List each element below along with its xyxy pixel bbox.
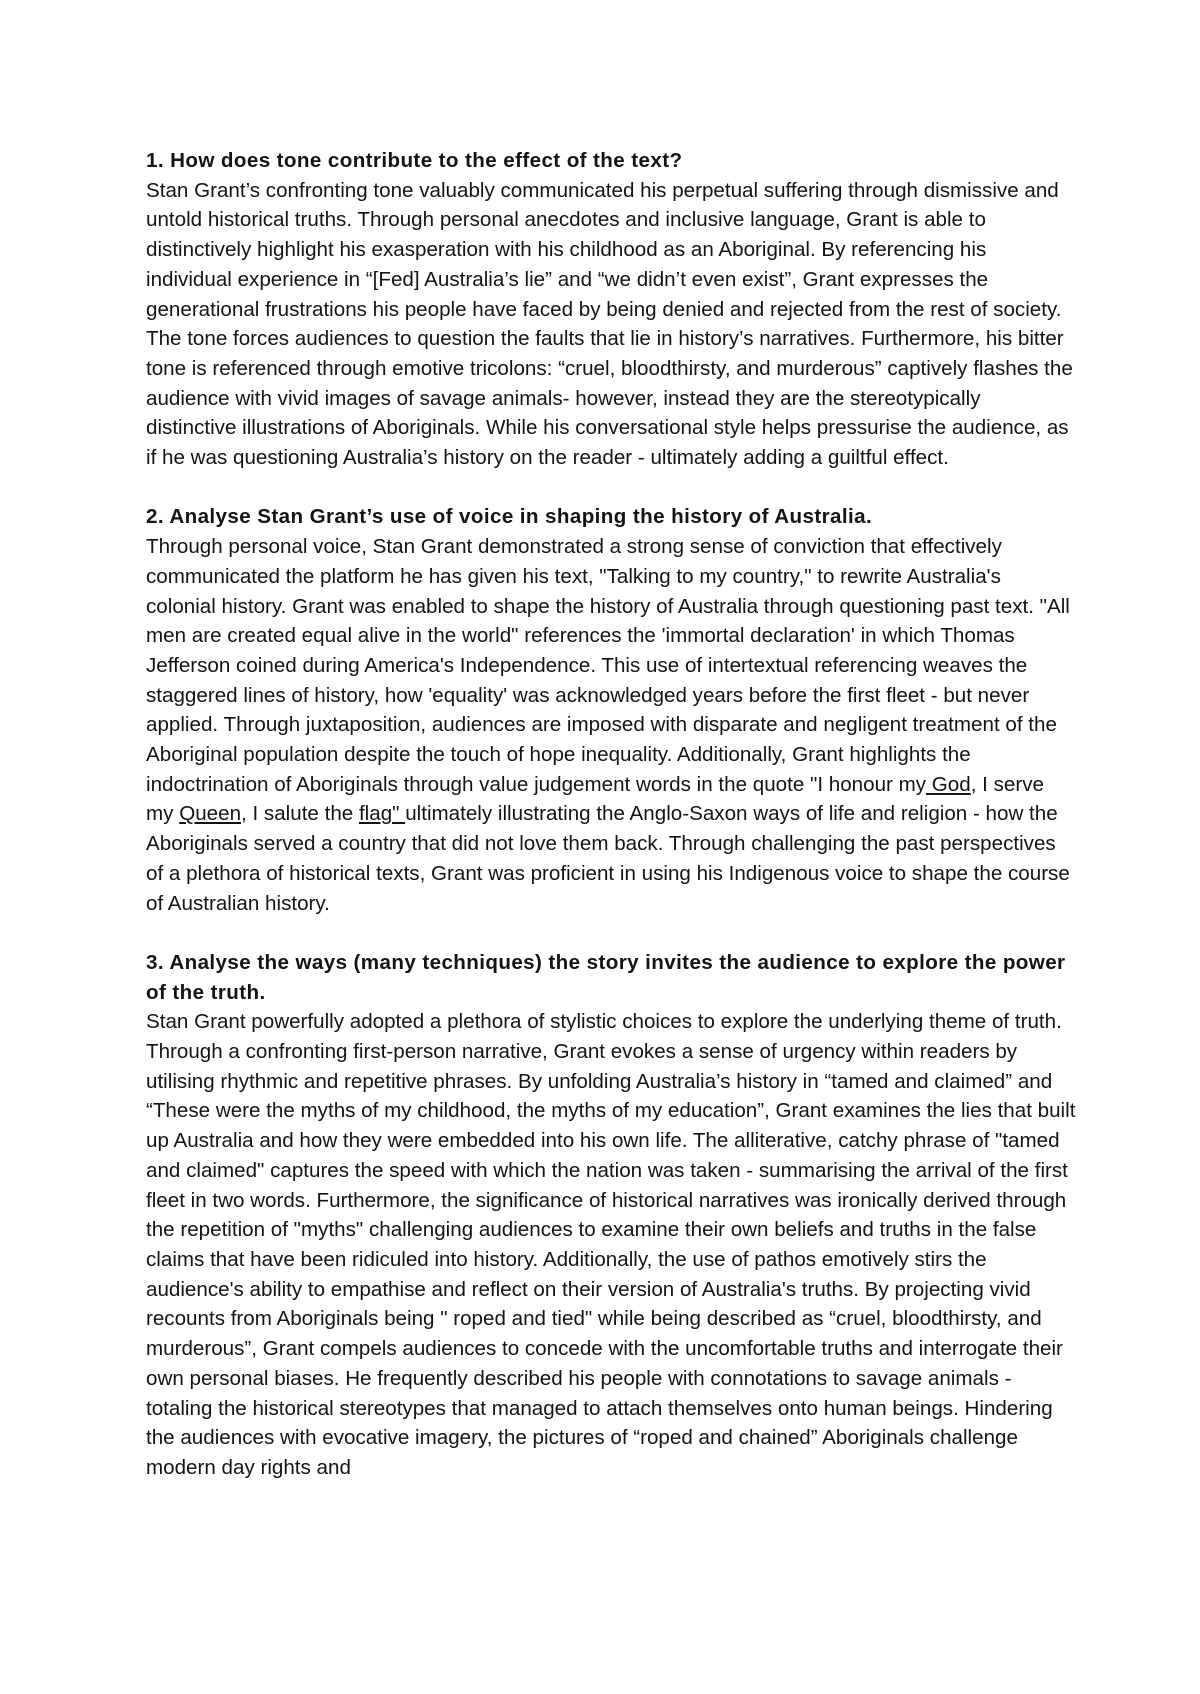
underlined-flag: flag" bbox=[358, 802, 406, 826]
question-2-heading: 2. Analyse Stan Grant’s use of voice in shaping the history of Australia. bbox=[146, 505, 873, 529]
section-1 bbox=[146, 146, 1076, 473]
answer-2-text-end: ultimately illustrating the Anglo-Saxon ways of life and religion - how the Aboriginals served a country that did not love them back. Through challenging the past perspectives of a plethora of historical texts, Grant was proficient in using his Indigenous voice to shape the course of Australian history. bbox=[146, 802, 1070, 915]
section-2 bbox=[146, 502, 1076, 918]
answer-1-paragraph: Stan Grant’s confronting tone valuably communicated his perpetual suffering through dismissive and untold historical truths. Through personal anecdotes and inclusive language, Grant is able to distinctively highlight his exasperation with his childhood as an Aboriginal. By referencing his individual experience in “[Fed] Australia’s lie” and “we didn’t even exist”, Grant expresses the generational frustrations his people have faced by being denied and rejected from the rest of society. The tone forces audiences to question the faults that lie in history’s narratives. Furthermore, his bitter tone is referenced through emotive tricolons: “cruel, bloodthirsty, and murderous” captively flashes the audience with vivid images of savage animals- however, instead they are the stereotypically distinctive illustrations of Aboriginals. While his conversational style helps pressurise the audience, as if he was questioning Australia’s history on the reader - ultimately adding a guiltful effect. bbox=[146, 178, 1073, 470]
answer-2-text-salute: , I salute the bbox=[241, 802, 359, 826]
underlined-queen: Queen bbox=[179, 802, 242, 826]
question-3-heading: 3. Analyse the ways (many techniques) the story invites the audience to explore the power of the truth. bbox=[146, 950, 1066, 1004]
answer-2-text-serve: , I serve my bbox=[146, 772, 1044, 826]
answer-3-paragraph: Stan Grant powerfully adopted a plethora of stylistic choices to explore the underlying theme of truth. Through a confronting first-person narrative, Grant evokes a sense of urgency within readers by utilising rhythmic and repetitive phrases. By unfolding Australia’s history in “tamed and claimed” and “These were the myths of my childhood, the myths of my education”, Grant examines the lies that built up Australia and how they were embedded into his own life. The alliterative, catchy phrase of "tamed and claimed" captures the speed with which the nation was taken - summarising the arrival of the first fleet in two words. Furthermore, the significance of historical narratives was ironically derived through the repetition of "myths" challenging audiences to examine their own beliefs and truths in the false claims that have been ridiculed into history. Additionally, the use of pathos emotively stirs the audience's ability to empathise and reflect on their version of Australia's truths. By projecting vivid recounts from Aboriginals being " roped and tied" while being described as “cruel, bloodthirsty, and murderous”, Grant compels audiences to concede with the uncomfortable truths and interrogate their own personal biases. He frequently described his people with connotations to savage animals - totaling the historical stereotypes that managed to attach themselves onto human beings. Hindering the audiences with evocative imagery, the pictures of “roped and chained” Aboriginals challenge modern day rights and bbox=[146, 1010, 1076, 1479]
section-3 bbox=[146, 948, 1076, 1483]
answer-2-text-start: Through personal voice, Stan Grant demonstrated a strong sense of conviction that effectively communicated the platform he has given his text, "Talking to my country," to rewrite Australia's colonial history. Grant was enabled to shape the history of Australia through questioning past text. "All men are created equal alive in the world" references the 'immortal declaration' in which Thomas Jefferson coined during America's Independence. This use of intertextual referencing weaves the staggered lines of history, how 'equality' was acknowledged years before the first fleet - but never applied. Through juxtaposition, audiences are imposed with disparate and negligent treatment of the Aboriginal population despite the touch of hope inequality. Additionally, Grant highlights the indoctrination of Aboriginals through value judgement words in the quote "I honour my bbox=[146, 535, 1070, 796]
underlined-god: God bbox=[926, 772, 971, 796]
question-1-heading: 1. How does tone contribute to the effect of the text? bbox=[146, 149, 683, 172]
document-page bbox=[146, 146, 1076, 1512]
answer-2-paragraph bbox=[146, 532, 1076, 918]
